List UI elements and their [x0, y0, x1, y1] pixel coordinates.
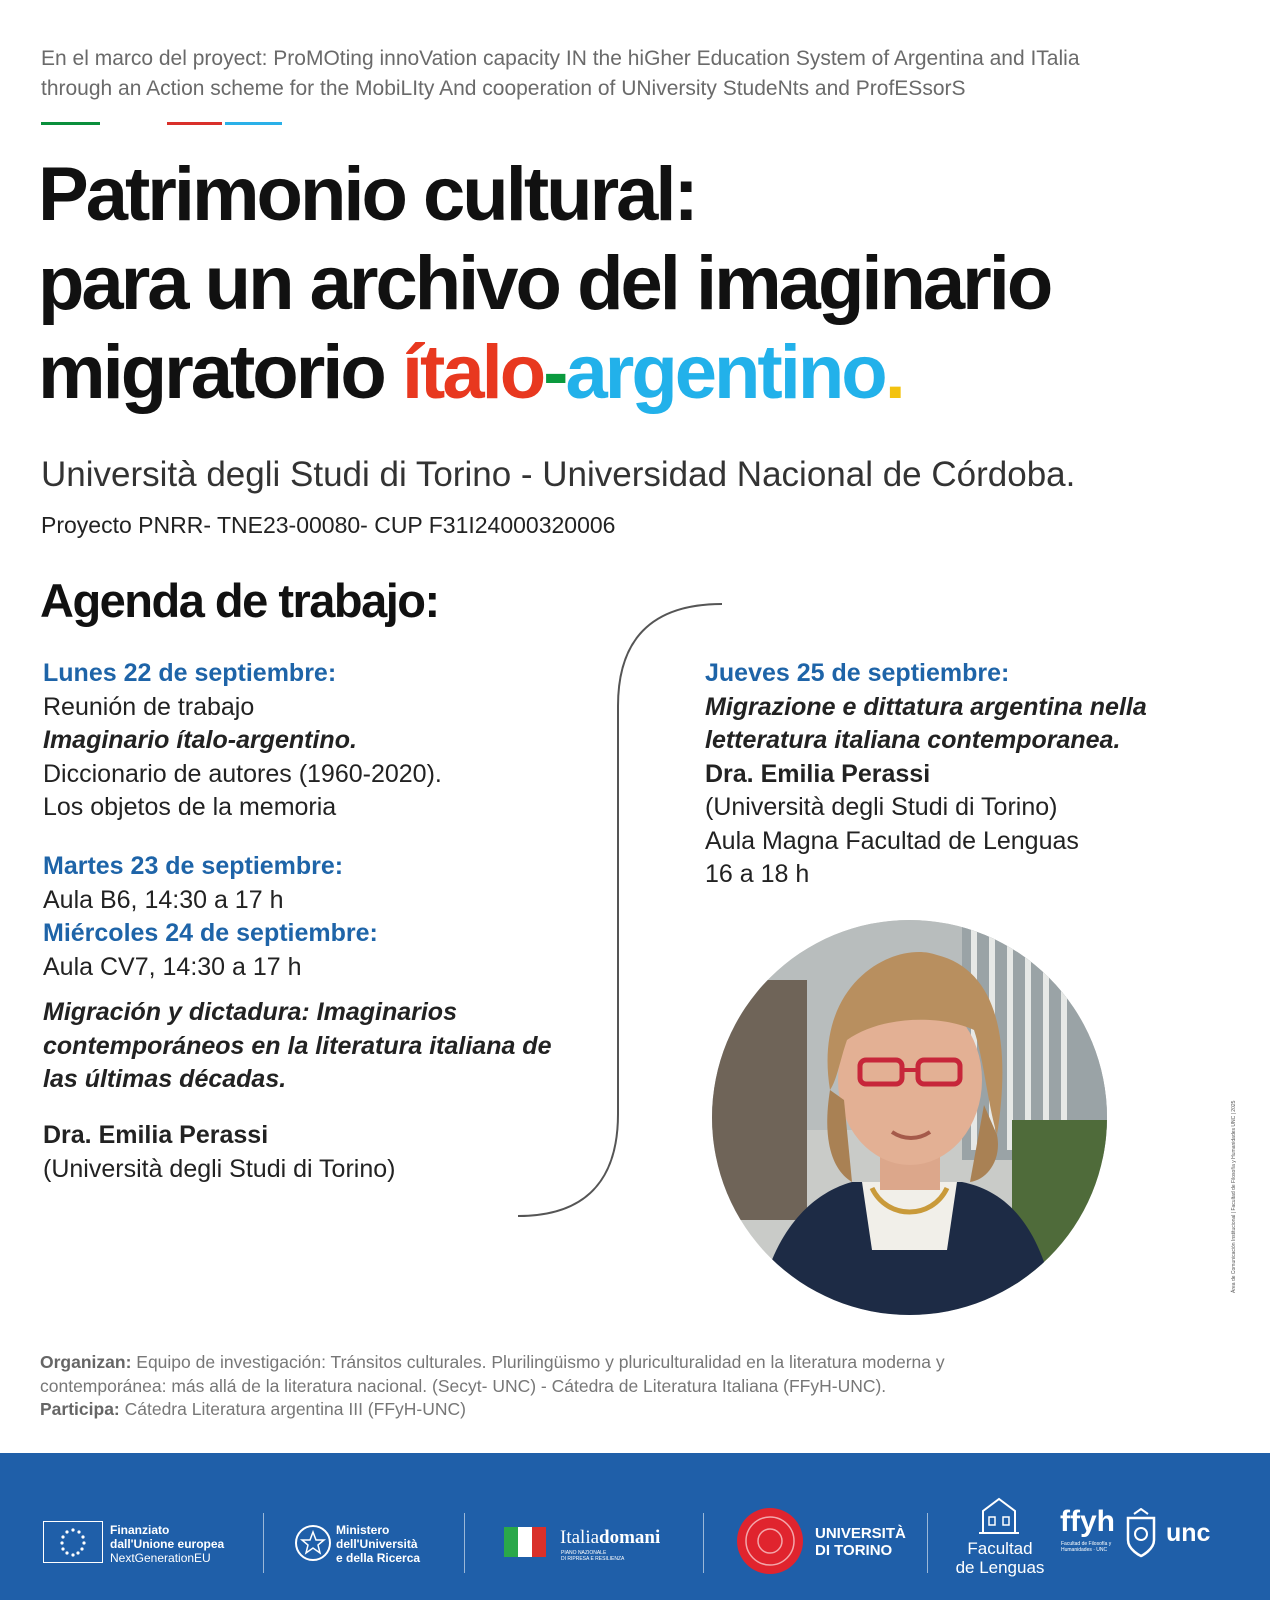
footer-separator: [703, 1513, 704, 1573]
footer-separator: [464, 1513, 465, 1573]
unito-seal-logo: [737, 1508, 803, 1574]
facultad-line-2: de Lenguas: [955, 1558, 1045, 1577]
rule-red: [167, 122, 222, 125]
title-line-3: [38, 328, 1258, 417]
mur-emblem-icon: [295, 1525, 331, 1561]
right-time: 16 a 18 h: [705, 860, 810, 888]
unc-crest-icon: [1124, 1508, 1158, 1558]
monday-line-1: Reunión de trabajo: [43, 692, 255, 721]
eu-text: [110, 1523, 224, 1565]
participa-line: [40, 1398, 1220, 1422]
right-speaker: Dra. Emilia Perassi: [705, 759, 931, 788]
universities: Università degli Studi di Torino - Universidad Nacional de Córdoba.: [41, 455, 1076, 494]
left-topic-line-1: Migración y dictadura: Imaginarios: [43, 998, 457, 1026]
organizers-text-2: contemporánea: más allá de la literatura nacional. (Secyt- UNC) - Cátedra de Literatura Italiana (FFyH-UNC).: [40, 1375, 887, 1396]
right-topic-line-1: Migrazione e dittatura argentina nella: [705, 692, 1147, 721]
italiadomani-sub-1: PIANO NAZIONALE: [561, 1550, 607, 1556]
left-affiliation: (Università degli Studi di Torino): [43, 1154, 396, 1183]
left-topic: [43, 996, 623, 1097]
italiadomani-sub-2: DI RIPRESA E RESILIENZA: [561, 1556, 625, 1562]
eu-line-1: Finanziato: [110, 1523, 170, 1537]
eu-line-3: NextGenerationEU: [110, 1551, 211, 1565]
mur-line-2: dell'Università: [336, 1537, 418, 1551]
italiadomani-sub: [561, 1550, 624, 1562]
italiadomani-a: Italia: [560, 1527, 600, 1548]
wednesday-line-1: Aula CV7, 14:30 a 17 h: [43, 952, 302, 981]
eu-line-2: dall'Unione europea: [110, 1537, 225, 1551]
participa-text: Cátedra Literatura argentina III (FFyH-UNC): [119, 1399, 466, 1419]
italiadomani-flag-icon: [500, 1521, 552, 1563]
italiadomani-b: domani: [599, 1527, 661, 1548]
mur-line-3: e della Ricerca: [336, 1551, 421, 1565]
side-credit-area: Área de Comunicación Institucional: [1231, 1214, 1237, 1293]
right-topic-line-2: letteratura italiana contemporanea.: [705, 726, 1121, 754]
monday-line-2: Imaginario ítalo-argentino.: [43, 726, 357, 754]
facultad-line-1: Facultad: [967, 1539, 1033, 1558]
left-topic-line-2: contemporáneos en la literatura italiana de: [43, 1031, 552, 1060]
rule-blue: [225, 122, 282, 125]
speaker-photo: [712, 920, 1107, 1315]
right-place: Aula Magna Facultad de Lenguas: [705, 826, 1079, 855]
day-monday: Lunes 22 de septiembre:: [43, 659, 337, 687]
participa-label: Participa:: [40, 1399, 120, 1419]
organizers-text-1: Equipo de investigación: Tránsitos culturales. Plurilingüismo y pluriculturalidad en la literatura moderna y: [131, 1352, 945, 1372]
intro-line-2: through an Action scheme for the MobiLIty And cooperation of UNiversity StudeNts and ProfESsorS: [41, 77, 966, 100]
agenda-tue-wed: [43, 850, 623, 984]
organizers: [40, 1351, 1220, 1422]
rule-green: [41, 122, 100, 125]
facultad-lenguas-building-icon: [975, 1493, 1023, 1535]
mur-text: [336, 1523, 420, 1565]
ffyh-subtitle: Facultad de Filosofía y Humanidades · UNC: [1061, 1541, 1112, 1553]
facultad-lenguas-text: [950, 1539, 1050, 1577]
intro-line-1: En el marco del proyect: ProMOting innoVation capacity IN the hiGher Education System of Argentina and ITalia: [41, 47, 1080, 70]
project-intro: [41, 44, 1241, 104]
title-migratorio: migratorio: [38, 330, 402, 415]
title-argentino: argentino: [565, 330, 885, 415]
tuesday-line-1: Aula B6, 14:30 a 17 h: [43, 885, 284, 914]
title-dot: .: [884, 330, 903, 415]
title-line-1: Patrimonio cultural:: [38, 152, 696, 237]
left-topic-line-3: las últimas décadas.: [43, 1065, 287, 1093]
side-credit-year: 2025: [1231, 1100, 1237, 1112]
ffyh-wordmark: ffyh: [1060, 1505, 1115, 1538]
monday-line-3: Diccionario de autores (1960-2020).: [43, 759, 442, 788]
agenda-right-column: [705, 657, 1225, 892]
agenda-heading: Agenda de trabajo:: [40, 574, 439, 627]
sponsor-footer: [0, 1453, 1270, 1600]
monday-line-4: Los objetos de la memoria: [43, 793, 337, 821]
unc-wordmark: unc: [1166, 1519, 1211, 1547]
main-title: [38, 150, 1258, 417]
project-code: Proyecto PNRR- TNE23-00080- CUP F31I24000320006: [41, 512, 616, 538]
left-speaker: Dra. Emilia Perassi: [43, 1121, 269, 1149]
right-affiliation: (Università degli Studi di Torino): [705, 793, 1058, 821]
title-dash: -: [543, 330, 566, 415]
side-credit: Área de Comunicación Institucional | Facultad de Filosofía y Humanidades UNC | 2025: [1231, 1100, 1237, 1293]
day-thursday: Jueves 25 de septiembre:: [705, 659, 1010, 687]
title-line-2: para un archivo del imaginario: [38, 241, 1051, 326]
mur-line-1: Ministero: [336, 1523, 390, 1537]
footer-separator: [263, 1513, 264, 1573]
left-speaker-block: [43, 1119, 623, 1186]
footer-separator: [927, 1513, 928, 1573]
organizers-label: Organizan:: [40, 1352, 132, 1372]
side-credit-faculty: Facultad de Filosofía y Humanidades UNC: [1231, 1115, 1237, 1211]
unito-line-1: UNIVERSITÀ: [815, 1525, 906, 1542]
day-tuesday: Martes 23 de septiembre:: [43, 852, 344, 880]
unito-line-2: DI TORINO: [815, 1542, 893, 1559]
italiadomani-wordmark: [560, 1527, 660, 1549]
unito-text: [815, 1525, 906, 1559]
eu-flag-logo: [43, 1521, 103, 1563]
organizers-line-1: [40, 1351, 1220, 1375]
day-wednesday: Miércoles 24 de septiembre:: [43, 919, 378, 947]
agenda-left-column: [43, 657, 623, 825]
title-italo: ítalo: [401, 330, 544, 415]
